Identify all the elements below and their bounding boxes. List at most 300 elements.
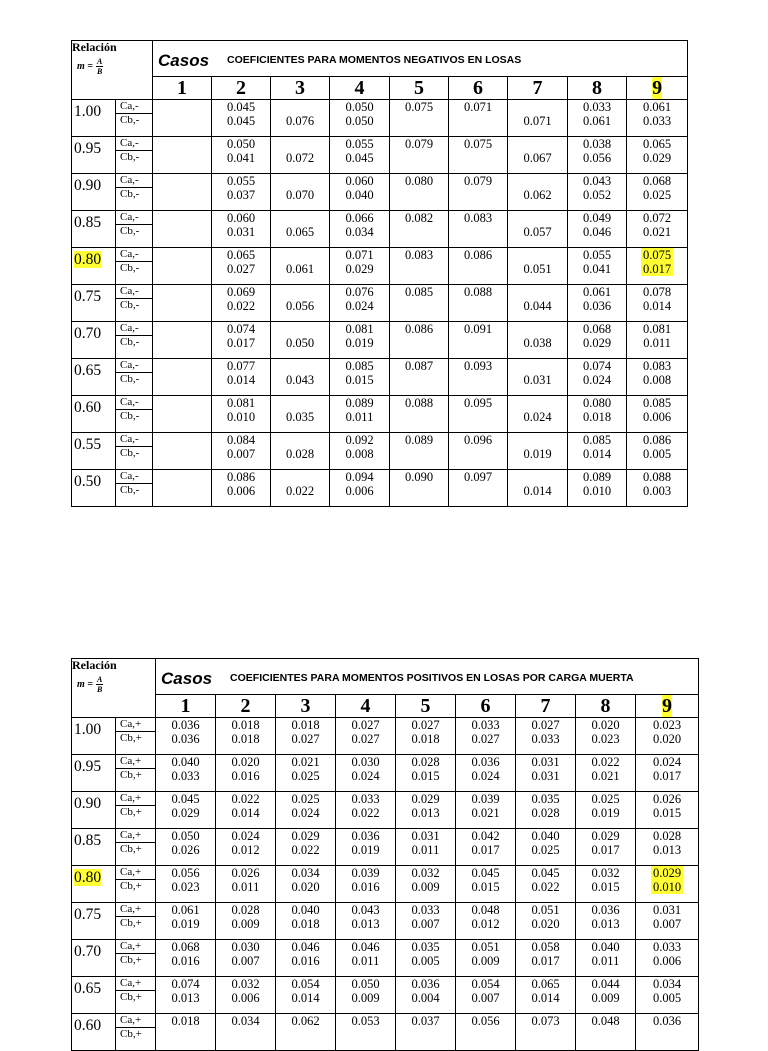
cb-value-text: 0.052 — [582, 188, 612, 202]
table-row — [72, 470, 688, 507]
cb-value — [456, 806, 515, 820]
coef-cell-case-8 — [568, 248, 627, 285]
table-row — [72, 211, 688, 248]
cb-value-text: 0.027 — [351, 732, 380, 746]
cb-value-text: 0.017 — [471, 843, 500, 857]
cb-value — [627, 299, 687, 313]
cb-value — [330, 225, 389, 239]
cb-value — [456, 843, 515, 857]
coef-cell-case-6 — [456, 1014, 516, 1051]
ca-label: Ca,+ — [116, 829, 155, 843]
ca-value-text: 0.029 — [291, 829, 320, 843]
ratio-cell — [72, 285, 116, 322]
ratio-formula — [72, 675, 155, 694]
cb-value-text: 0.061 — [582, 114, 612, 128]
cb-value-text: 0.022 — [226, 299, 256, 313]
coef-cell-case-1 — [156, 903, 216, 940]
coef-cell-case-2 — [212, 433, 271, 470]
ratio-cell — [72, 903, 116, 940]
cb-value — [271, 225, 329, 239]
ca-value-text: 0.075 — [463, 137, 493, 151]
ca-value-text: 0.074 — [226, 322, 256, 336]
cb-value — [516, 1028, 575, 1042]
ca-value-text: 0.094 — [345, 470, 374, 484]
ca-value — [627, 396, 687, 410]
ca-value — [390, 137, 448, 151]
table-title-cell — [156, 659, 699, 695]
cb-value — [153, 225, 211, 239]
cb-value-text: 0.040 — [345, 188, 374, 202]
coef-cell-case-8 — [576, 977, 636, 1014]
ca-value — [627, 285, 687, 299]
cb-value — [156, 1028, 215, 1042]
coef-cell-case-9 — [636, 977, 699, 1014]
ca-value — [156, 977, 215, 991]
cb-value — [216, 917, 275, 931]
coef-cell-case-4 — [336, 977, 396, 1014]
ca-value — [271, 322, 329, 336]
ratio-value: 0.60 — [74, 1017, 102, 1034]
ca-value — [336, 1014, 395, 1028]
ratio-cell — [72, 100, 116, 137]
ratio-value: 0.95 — [74, 758, 102, 775]
coef-type-cell — [116, 792, 156, 829]
cb-value-text: 0.037 — [226, 188, 256, 202]
cb-value-text: 0.015 — [652, 806, 682, 820]
table-row — [72, 792, 699, 829]
ca-value — [568, 100, 626, 114]
cb-value-text: 0.014 — [523, 484, 552, 498]
cb-value-text: 0.010 — [582, 484, 612, 498]
ca-value-text: 0.097 — [463, 470, 493, 484]
ratio-value: 0.65 — [74, 362, 102, 379]
case-number-label: 1 — [177, 77, 188, 99]
ca-value-text: 0.033 — [471, 718, 500, 732]
cb-value-text: 0.011 — [231, 880, 260, 894]
coef-cell-case-2 — [212, 211, 271, 248]
table-row — [72, 322, 688, 359]
ca-value-text: 0.055 — [226, 174, 256, 188]
coef-cell-case-9 — [636, 792, 699, 829]
ca-value-text: 0.061 — [171, 903, 200, 917]
cb-value-text: 0.029 — [582, 336, 612, 350]
ca-value — [336, 755, 395, 769]
ca-value-text: 0.068 — [643, 174, 672, 188]
cb-value-text: 0.061 — [285, 262, 315, 276]
ca-value-text: 0.048 — [471, 903, 500, 917]
coef-cell-case-9 — [636, 829, 699, 866]
ca-value — [449, 211, 507, 225]
ca-value-text: 0.072 — [643, 211, 672, 225]
coef-cell-case-2 — [216, 829, 276, 866]
coef-cell-case-7 — [508, 322, 568, 359]
ca-value — [212, 211, 270, 225]
ca-value — [330, 285, 389, 299]
cb-value — [271, 373, 329, 387]
coef-cell-case-3 — [271, 248, 330, 285]
cb-value — [636, 954, 698, 968]
ca-value — [568, 137, 626, 151]
cb-value-text: 0.024 — [582, 373, 612, 387]
coef-type-cell — [116, 718, 156, 755]
cb-value — [516, 991, 575, 1005]
ca-value — [449, 248, 507, 262]
cb-value — [508, 114, 567, 128]
positive-moments-table — [71, 658, 699, 1051]
ca-value — [396, 755, 455, 769]
ca-value — [627, 211, 687, 225]
coef-cell-case-7 — [516, 940, 576, 977]
coef-cell-case-4 — [336, 829, 396, 866]
coef-cell-case-9 — [627, 174, 688, 211]
coef-cell-case-8 — [576, 718, 636, 755]
case-number-6 — [456, 695, 516, 718]
cb-value-text: 0.024 — [291, 806, 320, 820]
ca-value — [216, 940, 275, 954]
coef-cell-case-5 — [396, 940, 456, 977]
cb-value — [627, 151, 687, 165]
cb-value — [390, 447, 448, 461]
ca-value — [449, 174, 507, 188]
cb-value — [216, 732, 275, 746]
ca-value — [449, 322, 507, 336]
cb-value-text: 0.017 — [652, 769, 682, 783]
coef-cell-case-9 — [627, 433, 688, 470]
coef-cell-case-2 — [216, 792, 276, 829]
coef-cell-case-9 — [636, 866, 699, 903]
cb-value — [636, 991, 698, 1005]
cb-value — [271, 447, 329, 461]
ca-value — [153, 396, 211, 410]
cb-value-text: 0.076 — [285, 114, 315, 128]
cb-value — [576, 843, 635, 857]
cb-value — [336, 1028, 395, 1042]
cb-value — [516, 806, 575, 820]
ca-value — [396, 903, 455, 917]
ca-value-text: 0.050 — [171, 829, 200, 843]
cb-value — [216, 991, 275, 1005]
ratio-cell — [72, 866, 116, 903]
cb-value — [627, 447, 687, 461]
ca-label: Ca,- — [116, 470, 152, 484]
coef-cell-case-6 — [456, 718, 516, 755]
coef-type-cell — [116, 940, 156, 977]
ca-value-text: 0.036 — [351, 829, 380, 843]
coef-cell-case-1 — [153, 470, 212, 507]
ca-value-text: 0.065 — [531, 977, 560, 991]
ca-value-text: 0.026 — [231, 866, 260, 880]
coef-cell-case-3 — [276, 829, 336, 866]
ratio-cell — [72, 322, 116, 359]
coef-cell-case-5 — [390, 211, 449, 248]
cb-value — [396, 769, 455, 783]
cb-value — [456, 991, 515, 1005]
ratio-value: 0.60 — [74, 399, 102, 416]
cb-value-text: 0.006 — [643, 410, 672, 424]
coef-cell-case-6 — [456, 977, 516, 1014]
case-number-7 — [508, 77, 568, 100]
cb-value — [271, 188, 329, 202]
cb-value-text: 0.071 — [523, 114, 552, 128]
ca-label: Ca,- — [116, 433, 152, 447]
cb-value — [216, 806, 275, 820]
ca-value — [516, 755, 575, 769]
coef-cell-case-2 — [212, 174, 271, 211]
coef-type-cell — [116, 174, 153, 211]
ca-value-text: 0.069 — [226, 285, 256, 299]
ca-label: Ca,+ — [116, 977, 155, 991]
ca-value-text: 0.029 — [591, 829, 620, 843]
ratio-cell — [72, 211, 116, 248]
ca-value — [449, 359, 507, 373]
ca-value-text: 0.040 — [591, 940, 620, 954]
coef-cell-case-7 — [516, 755, 576, 792]
ratio-value: 0.85 — [74, 214, 102, 231]
ratio-value: 0.80 — [74, 869, 102, 886]
ca-value — [156, 792, 215, 806]
ratio-value: 0.50 — [74, 473, 102, 490]
coef-type-cell — [116, 285, 153, 322]
ca-value-text: 0.032 — [411, 866, 440, 880]
cb-value — [508, 188, 567, 202]
ca-value-text: 0.036 — [652, 1014, 682, 1028]
ca-label: Ca,+ — [116, 940, 155, 954]
cb-value — [627, 114, 687, 128]
cb-value — [576, 880, 635, 894]
cb-value — [627, 225, 687, 239]
cb-value — [336, 806, 395, 820]
coef-cell-case-5 — [390, 100, 449, 137]
cb-value — [271, 484, 329, 498]
cb-value — [390, 225, 448, 239]
cb-value — [508, 447, 567, 461]
ratio-value: 0.90 — [74, 177, 102, 194]
ca-value — [156, 866, 215, 880]
cb-value — [212, 447, 270, 461]
cb-value-text: 0.020 — [652, 732, 682, 746]
cb-value — [276, 843, 335, 857]
ca-value — [153, 470, 211, 484]
ca-value — [390, 470, 448, 484]
cb-value-text: 0.014 — [226, 373, 256, 387]
ca-value-text: 0.020 — [591, 718, 620, 732]
ca-value-text: 0.089 — [404, 433, 434, 447]
coef-cell-case-4 — [330, 322, 390, 359]
cb-value — [568, 262, 626, 276]
coef-cell-case-3 — [276, 755, 336, 792]
cb-value — [627, 484, 687, 498]
ca-value-text: 0.027 — [531, 718, 560, 732]
cb-value — [636, 732, 698, 746]
coef-cell-case-8 — [576, 755, 636, 792]
cb-value — [390, 410, 448, 424]
ca-value-text: 0.035 — [411, 940, 440, 954]
ca-value — [516, 1014, 575, 1028]
coef-cell-case-3 — [276, 903, 336, 940]
ca-value — [156, 718, 215, 732]
cb-value-text: 0.065 — [285, 225, 315, 239]
ca-value — [212, 359, 270, 373]
cb-value-text: 0.005 — [411, 954, 440, 968]
ca-value — [576, 903, 635, 917]
ca-value — [396, 866, 455, 880]
ca-value-text: 0.032 — [231, 977, 260, 991]
ratio-cell — [72, 174, 116, 211]
cb-value-text: 0.023 — [591, 732, 620, 746]
cb-value-text: 0.025 — [291, 769, 320, 783]
coef-cell-case-4 — [336, 940, 396, 977]
cb-value-text: 0.014 — [291, 991, 320, 1005]
ca-value-text: 0.034 — [652, 977, 682, 991]
case-number-4 — [330, 77, 390, 100]
cb-value-text: 0.014 — [582, 447, 612, 461]
coef-cell-case-2 — [212, 137, 271, 174]
cb-value — [449, 151, 507, 165]
coef-cell-case-9 — [627, 137, 688, 174]
ca-value-text: 0.055 — [345, 137, 374, 151]
ca-value-text: 0.043 — [351, 903, 380, 917]
cb-value-text: 0.021 — [471, 806, 500, 820]
ca-value-text: 0.036 — [591, 903, 620, 917]
ca-value-text: 0.018 — [171, 1014, 200, 1028]
case-number-5 — [396, 695, 456, 718]
cb-value — [330, 410, 389, 424]
cb-value-text: 0.015 — [345, 373, 374, 387]
coef-cell-case-5 — [396, 829, 456, 866]
cb-value — [456, 917, 515, 931]
cb-value-text: 0.019 — [351, 843, 380, 857]
cb-value — [336, 732, 395, 746]
ca-value — [153, 322, 211, 336]
ca-value-text: 0.040 — [171, 755, 200, 769]
coef-cell-case-3 — [276, 866, 336, 903]
ca-value — [576, 792, 635, 806]
ratio-cell — [72, 248, 116, 285]
coef-cell-case-6 — [456, 829, 516, 866]
case-number-label: 3 — [300, 695, 311, 717]
ca-value — [396, 718, 455, 732]
coef-cell-case-6 — [449, 174, 508, 211]
ca-value — [508, 285, 567, 299]
ca-value — [390, 322, 448, 336]
case-number-label: 9 — [662, 695, 673, 717]
formula-numerator: A — [96, 675, 103, 684]
cb-value — [153, 447, 211, 461]
ratio-cell — [72, 940, 116, 977]
ca-value-text: 0.045 — [471, 866, 500, 880]
cb-value — [330, 447, 389, 461]
coef-type-cell — [116, 211, 153, 248]
ca-value-text: 0.078 — [643, 285, 672, 299]
ca-value — [456, 1014, 515, 1028]
cb-value — [516, 917, 575, 931]
ca-value — [212, 248, 270, 262]
coef-cell-case-2 — [212, 322, 271, 359]
cb-value — [627, 373, 687, 387]
ca-value — [390, 248, 448, 262]
table-row — [72, 137, 688, 174]
coef-type-cell — [116, 829, 156, 866]
coef-cell-case-3 — [276, 977, 336, 1014]
coef-cell-case-1 — [153, 322, 212, 359]
cb-value — [212, 373, 270, 387]
ca-value-text: 0.025 — [291, 792, 320, 806]
ratio-value: 0.70 — [74, 325, 102, 342]
ca-value — [271, 174, 329, 188]
ca-value — [449, 137, 507, 151]
cb-value — [449, 188, 507, 202]
coef-cell-case-2 — [216, 977, 276, 1014]
coef-cell-case-3 — [271, 322, 330, 359]
ca-value — [636, 866, 698, 880]
ca-value-text: 0.040 — [291, 903, 320, 917]
ca-value — [212, 100, 270, 114]
ca-value — [212, 174, 270, 188]
cb-value — [508, 336, 567, 350]
ca-value — [271, 359, 329, 373]
coef-cell-case-8 — [576, 903, 636, 940]
cb-value — [212, 114, 270, 128]
cb-value-text: 0.027 — [291, 732, 320, 746]
cb-value-text: 0.006 — [345, 484, 374, 498]
cb-value — [212, 262, 270, 276]
case-number-label: 1 — [180, 695, 191, 717]
coef-cell-case-6 — [449, 100, 508, 137]
cb-label: Cb,+ — [120, 991, 142, 1003]
cb-value — [456, 732, 515, 746]
cb-value — [330, 151, 389, 165]
ca-value-text: 0.085 — [345, 359, 374, 373]
ca-value-text: 0.092 — [345, 433, 374, 447]
ca-value — [516, 866, 575, 880]
ca-value-text: 0.065 — [226, 248, 256, 262]
cb-value-text: 0.009 — [471, 954, 500, 968]
cb-value-text: 0.011 — [345, 410, 374, 424]
cb-value — [216, 880, 275, 894]
cb-value-text: 0.026 — [171, 843, 200, 857]
coef-cell-case-2 — [216, 755, 276, 792]
coef-cell-case-8 — [576, 940, 636, 977]
cb-value-text: 0.025 — [643, 188, 672, 202]
cb-value-text: 0.009 — [351, 991, 380, 1005]
cb-value — [336, 991, 395, 1005]
ca-value — [576, 755, 635, 769]
ca-value — [390, 359, 448, 373]
cb-value-text: 0.031 — [531, 769, 560, 783]
ca-value — [396, 792, 455, 806]
coef-cell-case-9 — [627, 100, 688, 137]
ca-value — [216, 866, 275, 880]
case-number-3 — [271, 77, 330, 100]
ca-value — [336, 977, 395, 991]
case-number-label: 8 — [592, 77, 603, 99]
cb-value — [396, 1028, 455, 1042]
ca-value — [216, 792, 275, 806]
cb-value-text: 0.057 — [523, 225, 552, 239]
ca-value — [576, 1014, 635, 1028]
ca-value — [156, 940, 215, 954]
coef-cell-case-2 — [212, 285, 271, 322]
ca-value-text: 0.091 — [463, 322, 493, 336]
ca-label: Ca,- — [116, 137, 152, 151]
cb-value-text: 0.009 — [411, 880, 440, 894]
ca-value-text: 0.028 — [652, 829, 682, 843]
cb-value — [156, 880, 215, 894]
cb-value-text: 0.018 — [291, 917, 320, 931]
cb-value — [156, 769, 215, 783]
cb-value — [216, 843, 275, 857]
cb-value — [153, 262, 211, 276]
